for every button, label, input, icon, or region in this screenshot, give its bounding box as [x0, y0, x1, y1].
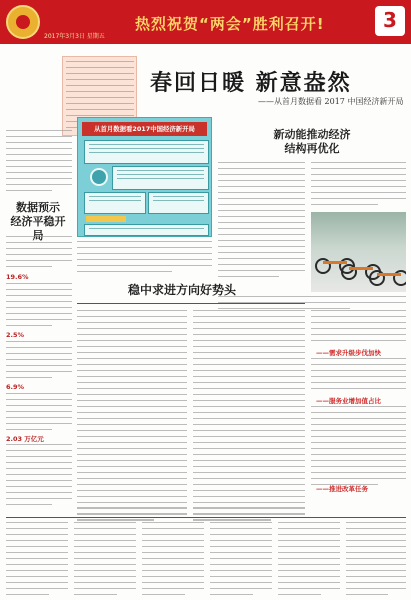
section-divider [77, 303, 305, 304]
sub-head-1: ——需求升级步伐加快 [316, 349, 381, 357]
infographic-card-3 [84, 192, 146, 214]
bottom-col-6 [346, 522, 406, 600]
structure-article-col-2 [311, 162, 406, 210]
infographic-card-2 [112, 166, 209, 190]
steady-article-col-1 [77, 310, 187, 525]
lead-title: 春回日暖 新意盎然 [150, 70, 352, 96]
infographic-card-5 [84, 224, 209, 236]
article-title-structure: 新动能推动经济 结构再优化 [273, 128, 351, 155]
lead-subtitle: ——从首月数据看 2017 中国经济新开局 [258, 97, 404, 106]
infographic-tag [86, 216, 126, 222]
masthead-banner [0, 0, 411, 44]
steady-article-col-2 [193, 310, 305, 525]
key-number-1: 19.6% [6, 273, 29, 281]
right-column-body-2 [311, 358, 406, 394]
banner-headline: 热烈祝贺“两会”胜利召开! [135, 15, 325, 33]
left-column-body-3 [6, 341, 72, 383]
sub-head-2: ——服务业增加值占比 [316, 397, 381, 405]
key-number-2: 2.5% [6, 331, 25, 339]
right-column-body-1 [311, 310, 406, 346]
infographic-title: 从首月数据看2017中国经济新开局 [82, 122, 207, 136]
national-emblem-icon [6, 5, 40, 39]
key-number-4: 2.03 万亿元 [6, 435, 44, 443]
infographic [77, 117, 212, 237]
middle-column-text [77, 241, 212, 277]
article-title-data-forecast: 数据预示 经济平稳开 [10, 201, 66, 228]
bike-icon [369, 264, 406, 286]
bottom-col-5 [278, 522, 340, 600]
left-column-body-5 [6, 444, 72, 510]
key-number-3: 6.9% [6, 383, 25, 391]
bottom-divider [6, 517, 406, 518]
page-number-box [375, 6, 405, 36]
infographic-badge-icon [90, 168, 108, 186]
left-column-intro-text [6, 130, 72, 196]
bottom-col-4 [210, 522, 272, 600]
bottom-col-2 [74, 522, 136, 600]
dateline: 2017年3月3日 星期五 [44, 33, 105, 40]
structure-article-col-1 [218, 162, 305, 282]
left-column-body-2 [6, 283, 72, 331]
infographic-card-4 [148, 192, 209, 214]
bottom-col-3 [142, 522, 204, 600]
left-column-body-1 [6, 236, 72, 272]
sub-head-3: ——推进改革任务 [316, 485, 368, 493]
infographic-card-1 [84, 140, 209, 164]
left-column-body-4 [6, 393, 72, 435]
right-column-body-3 [311, 406, 406, 490]
bottom-col-1 [6, 522, 68, 600]
page-number: 3 [383, 8, 397, 32]
shared-bikes-photo [311, 212, 406, 292]
article-title-steady: 稳中求进方向好势头 [128, 283, 237, 297]
